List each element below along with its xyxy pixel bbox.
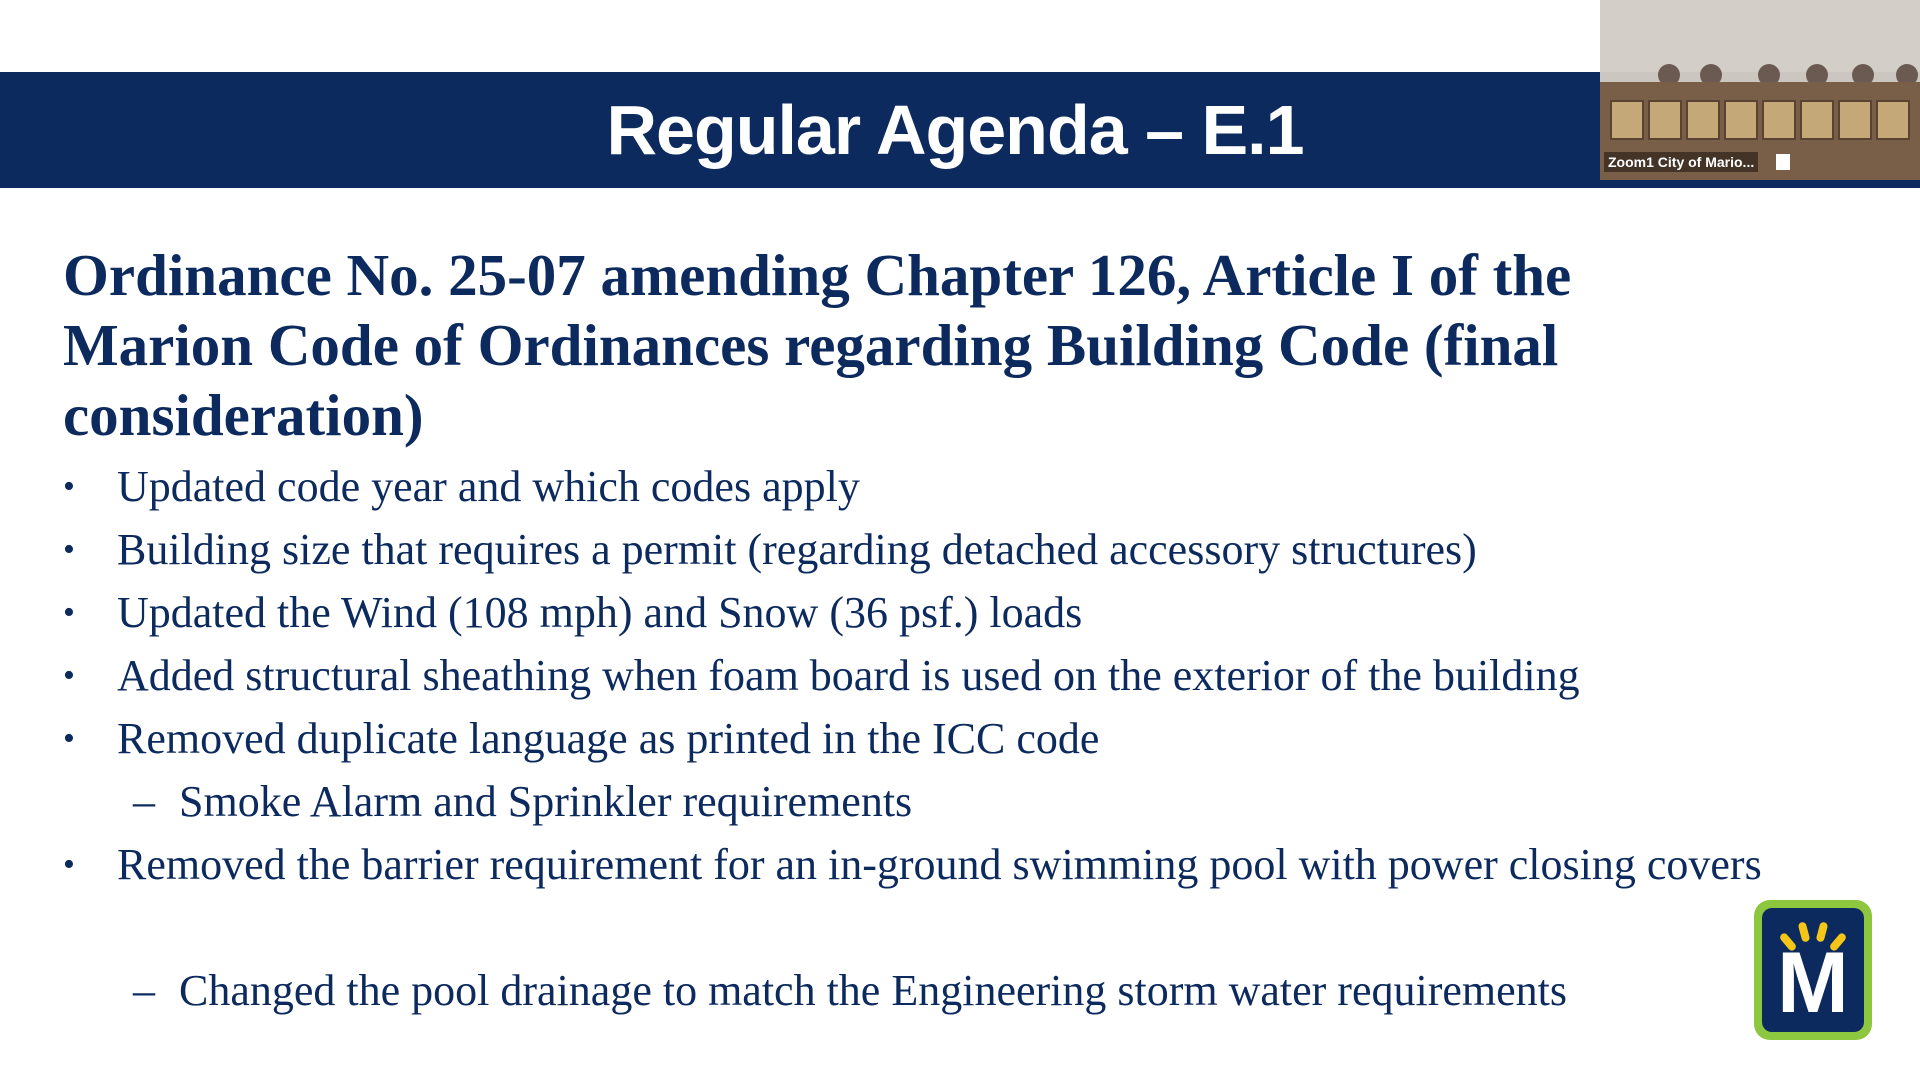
bullet-text: Removed the barrier requirement for an in-ground swimming pool with power closing covers bbox=[117, 840, 1762, 889]
bullet-item bbox=[63, 581, 1793, 644]
zoom-video-thumbnail[interactable] bbox=[1600, 0, 1920, 180]
bullet-marker: • bbox=[63, 720, 75, 757]
sub-bullet-marker: – bbox=[133, 966, 155, 1015]
sub-bullet-item bbox=[133, 770, 1793, 833]
bullet-marker: • bbox=[63, 657, 75, 694]
bullet-text: Building size that requires a permit (regarding detached accessory structures) bbox=[117, 525, 1477, 574]
bullet-marker: • bbox=[63, 846, 75, 883]
sub-bullet-text: Smoke Alarm and Sprinkler requirements bbox=[179, 777, 913, 826]
sub-bullet-text: Changed the pool drainage to match the Engineering storm water requirements bbox=[179, 966, 1567, 1015]
sub-bullet-item bbox=[133, 959, 1793, 1022]
bullet-item bbox=[63, 833, 1793, 896]
bullet-text: Removed duplicate language as printed in the ICC code bbox=[117, 714, 1100, 763]
bullet-item bbox=[63, 518, 1793, 581]
bullet-marker: • bbox=[63, 594, 75, 631]
bullet-item bbox=[63, 455, 1793, 518]
bullet-marker: • bbox=[63, 468, 75, 505]
slide-title: Regular Agenda – E.1 bbox=[606, 91, 1304, 169]
sub-bullet-marker: – bbox=[133, 777, 155, 826]
bullet-item bbox=[63, 707, 1793, 770]
logo-letter: M bbox=[1777, 935, 1849, 1031]
bullet-text: Updated code year and which codes apply bbox=[117, 462, 860, 511]
video-dais-panels bbox=[1610, 100, 1910, 140]
bullet-text: Added structural sheathing when foam board is used on the exterior of the building bbox=[117, 651, 1580, 700]
bullet-text: Updated the Wind (108 mph) and Snow (36 psf.) loads bbox=[117, 588, 1083, 637]
participant-name-label: Zoom1 City of Mario... bbox=[1604, 152, 1758, 172]
bullet-item bbox=[63, 644, 1793, 707]
city-logo bbox=[1754, 900, 1872, 1040]
city-logo-inner bbox=[1762, 908, 1864, 1032]
participant-indicator bbox=[1776, 154, 1790, 170]
video-wall bbox=[1600, 0, 1920, 72]
ordinance-heading: Ordinance No. 25-07 amending Chapter 126, Article I of the Marion Code of Ordinances regarding Building Code (final consideration) bbox=[63, 242, 1572, 448]
bullet-marker: • bbox=[63, 531, 75, 568]
